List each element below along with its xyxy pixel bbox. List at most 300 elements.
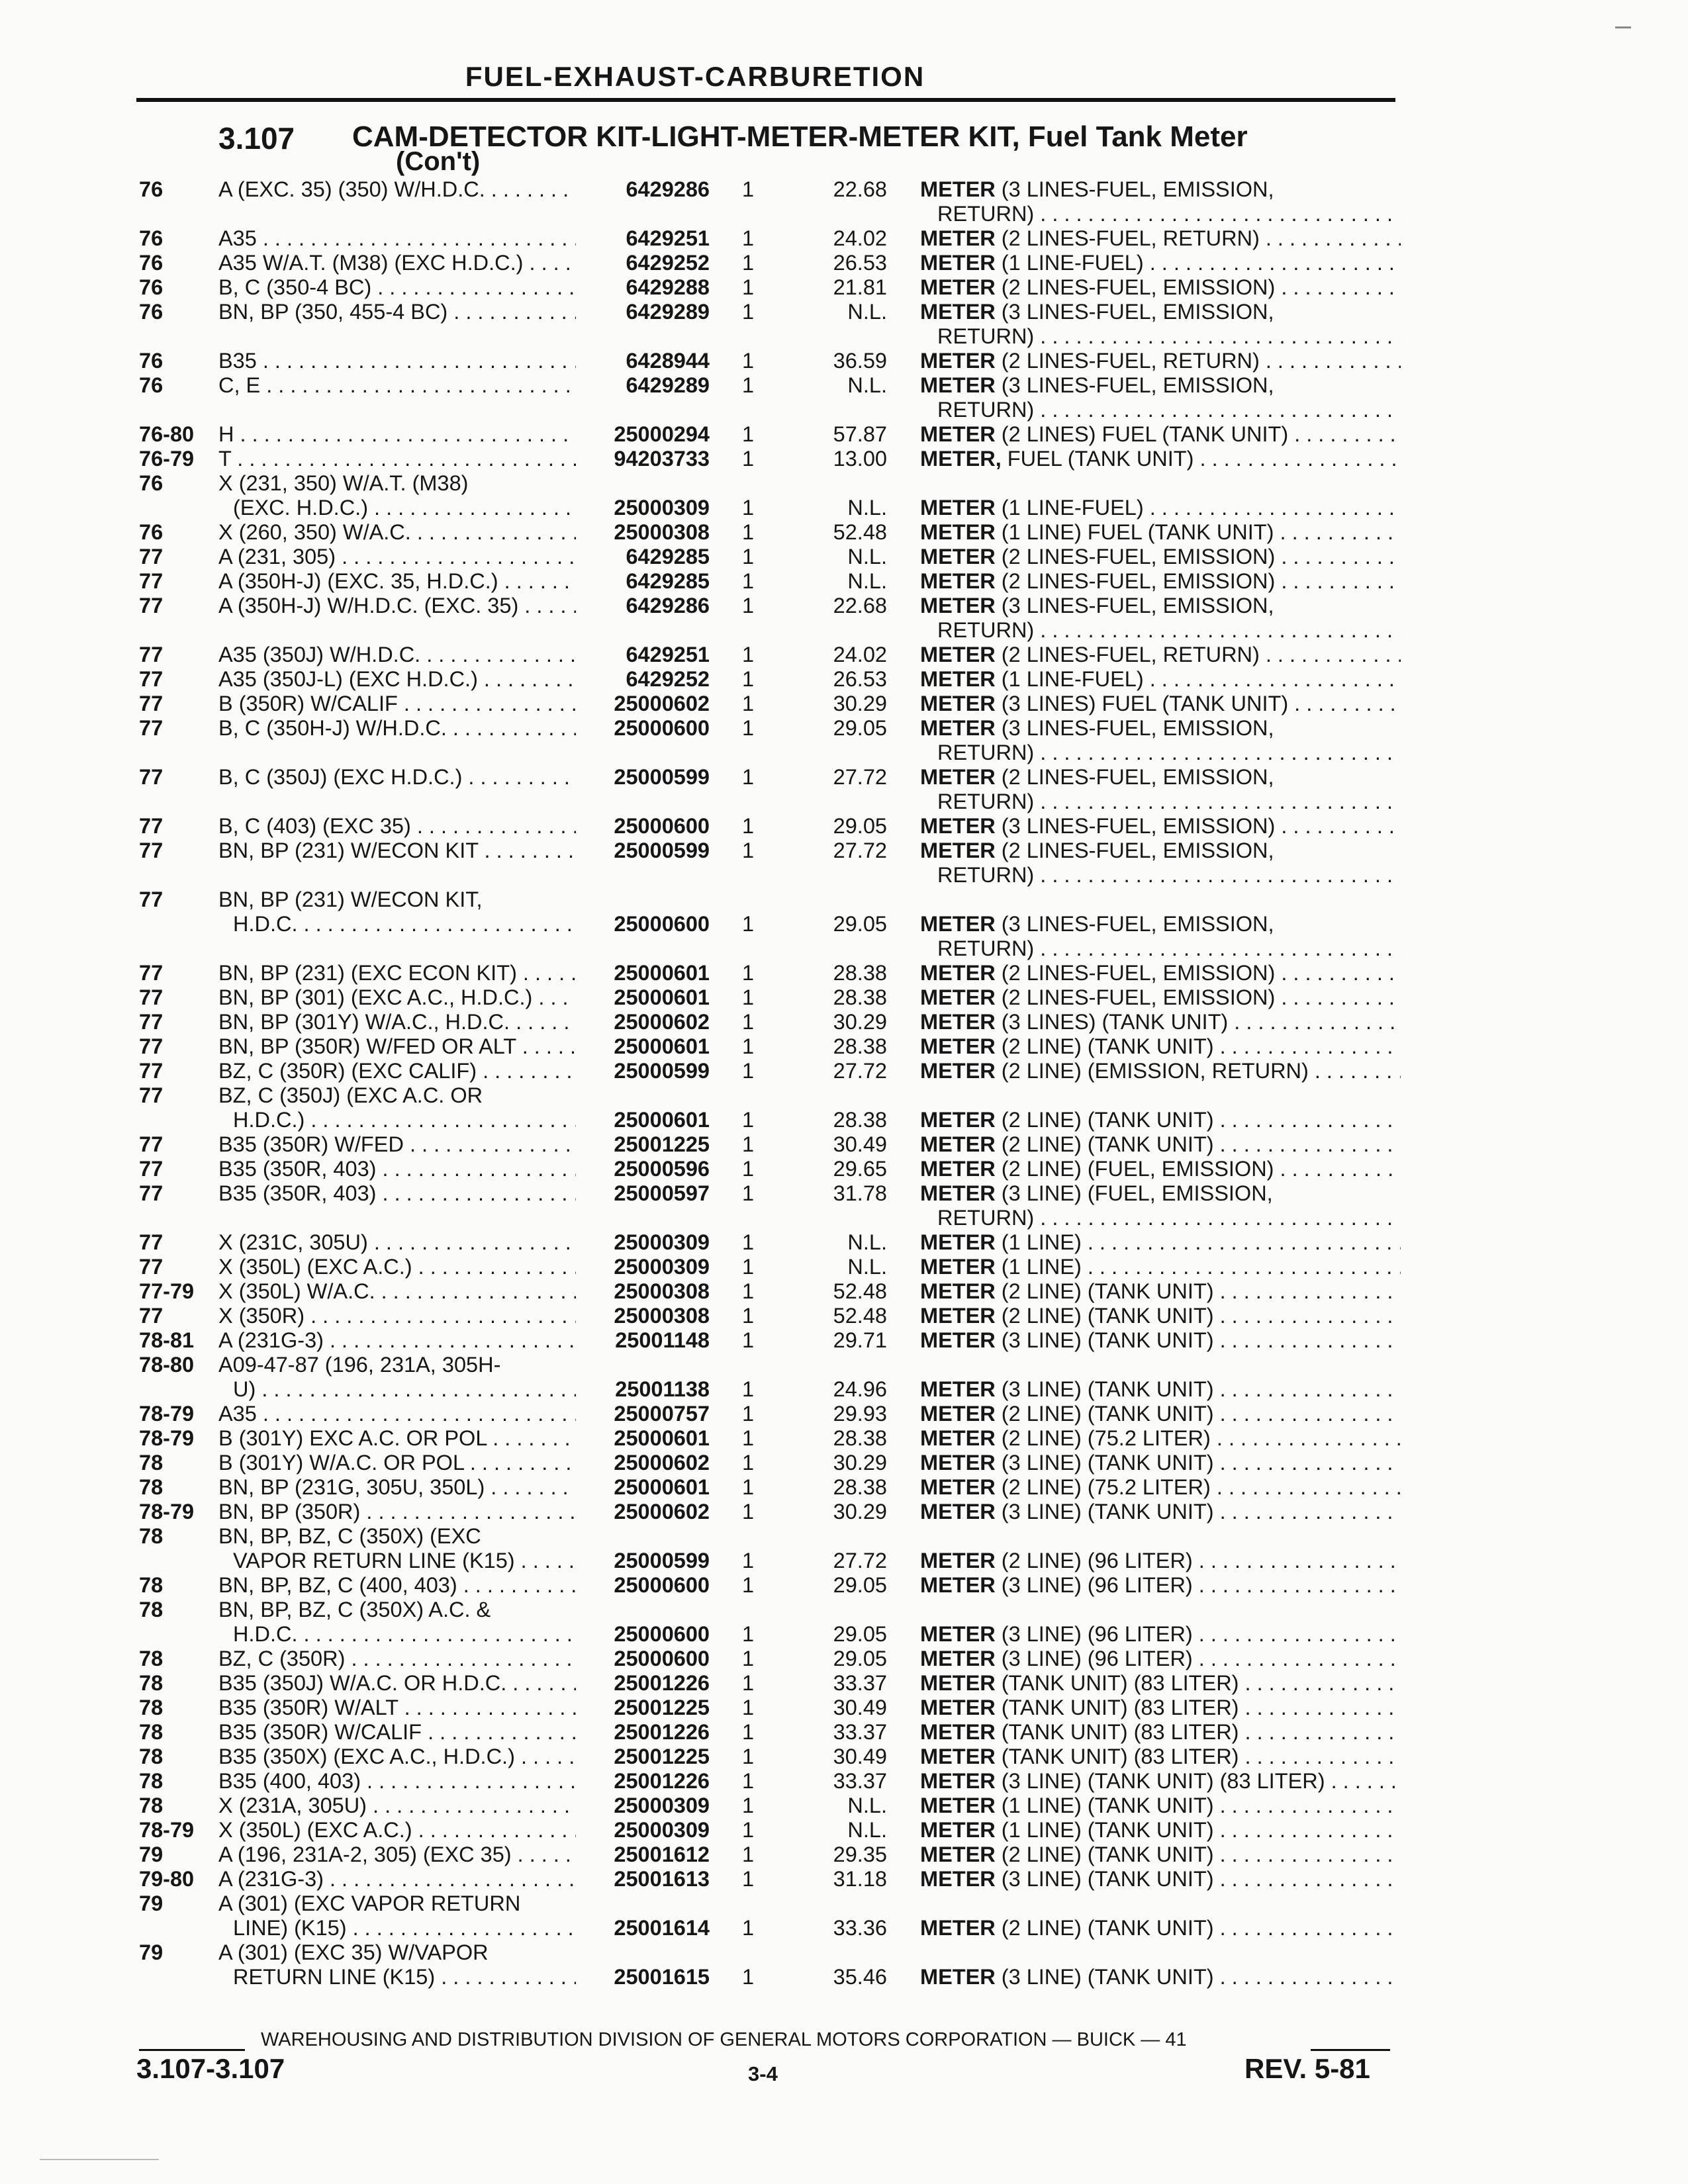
part-number: 25000601 <box>614 1426 710 1450</box>
description-line: METER (3 LINES-FUEL, EMISSION, <box>920 177 1274 201</box>
model-year: 77 <box>139 594 164 617</box>
quantity: 1 <box>741 765 755 789</box>
part-number: 25000600 <box>614 1647 710 1670</box>
description-line: METER (3 LINES-FUEL, EMISSION, <box>920 716 1274 740</box>
table-row <box>0 1843 1688 1867</box>
quantity: 1 <box>741 1745 755 1768</box>
model-line: B35 (350R) W/FED . . . <box>218 1132 576 1157</box>
model-application <box>218 1500 576 1524</box>
model-application <box>218 667 576 692</box>
price: 29.05 <box>833 716 887 740</box>
description-line: METER (3 LINES-FUEL, EMISSION, <box>920 373 1274 397</box>
description-line: METER (2 LINE) (TANK UNIT) . . . <box>920 1132 1401 1157</box>
table-row <box>0 814 1688 839</box>
model-application <box>218 1328 576 1353</box>
table-row <box>0 1426 1688 1451</box>
model-application <box>218 300 576 324</box>
model-year: 76-79 <box>139 447 195 471</box>
table-row <box>0 1500 1688 1524</box>
table-row <box>0 520 1688 545</box>
description-line: RETURN) . . . <box>920 741 1401 765</box>
part-description <box>920 1622 1401 1647</box>
part-number: 25000600 <box>614 716 710 740</box>
description-line: METER (3 LINES) (TANK UNIT) . . . <box>920 1010 1401 1034</box>
description-line: METER (1 LINE) . . . <box>920 1255 1401 1279</box>
model-line: BZ, C (350R) . . . <box>218 1647 576 1671</box>
model-year: 76 <box>139 520 164 544</box>
model-line: C, E . . . <box>218 373 576 398</box>
part-number: 25000602 <box>614 1500 710 1524</box>
model-application <box>218 985 576 1010</box>
description-line: METER (2 LINE) (96 LITER) . . . <box>920 1549 1401 1573</box>
part-number: 25000600 <box>614 1622 710 1646</box>
part-number: 6428944 <box>626 349 710 373</box>
description-line: METER (1 LINE-FUEL) . . . <box>920 496 1401 520</box>
description-line: METER (2 LINES-FUEL, RETURN) . . . <box>920 226 1401 251</box>
quantity: 1 <box>741 692 755 715</box>
description-line: METER (2 LINE) (EMISSION, RETURN) . . . <box>920 1059 1401 1083</box>
model-application <box>218 520 576 545</box>
model-line: BZ, C (350J) (EXC A.C. OR <box>218 1083 483 1107</box>
model-application <box>218 1598 576 1647</box>
model-line: B35 (350R, 403) . . . <box>218 1181 576 1206</box>
model-line: VAPOR RETURN LINE (K15) . . . <box>218 1549 576 1573</box>
model-line: T . . . <box>218 447 576 471</box>
price: 52.48 <box>833 520 887 544</box>
model-line: X (350L) (EXC A.C.) . . . <box>218 1818 576 1843</box>
quantity: 1 <box>741 1451 755 1475</box>
model-line: A35 . . . <box>218 1402 576 1426</box>
part-description <box>920 1451 1401 1475</box>
part-description <box>920 1108 1401 1132</box>
model-line: X (260, 350) W/A.C. . . . <box>218 520 576 545</box>
model-application <box>218 569 576 594</box>
price: 30.29 <box>833 692 887 715</box>
table-row <box>0 1818 1688 1843</box>
model-year: 78 <box>139 1696 164 1719</box>
description-line: METER (2 LINE) (TANK UNIT) . . . <box>920 1034 1401 1059</box>
table-row <box>0 1647 1688 1671</box>
table-row <box>0 1451 1688 1475</box>
part-number: 25001226 <box>614 1769 710 1793</box>
table-row <box>0 1034 1688 1059</box>
table-row <box>0 1230 1688 1255</box>
part-number: 25000599 <box>614 1549 710 1572</box>
part-description <box>920 643 1401 667</box>
table-row <box>0 251 1688 275</box>
model-year: 79 <box>139 1843 164 1866</box>
model-application <box>218 1426 576 1451</box>
description-line: METER (3 LINE) (96 LITER) . . . <box>920 1573 1401 1598</box>
part-number: 25001615 <box>614 1965 710 1989</box>
model-year: 78 <box>139 1794 164 1817</box>
part-description <box>920 1255 1401 1279</box>
quantity: 1 <box>741 1696 755 1719</box>
part-number: 25000597 <box>614 1181 710 1205</box>
model-line: B35 (350J) W/A.C. OR H.D.C. . . . <box>218 1671 576 1696</box>
model-application <box>218 1818 576 1843</box>
quantity: 1 <box>741 839 755 862</box>
model-year: 77 <box>139 961 164 985</box>
table-row <box>0 177 1688 226</box>
price: N.L. <box>847 545 887 569</box>
price: 28.38 <box>833 961 887 985</box>
table-row <box>0 1696 1688 1720</box>
part-description <box>920 1377 1401 1402</box>
model-year: 78 <box>139 1573 164 1597</box>
model-application <box>218 1647 576 1671</box>
model-line: B35 (350X) (EXC A.C., H.D.C.) . . . <box>218 1745 576 1769</box>
quantity: 1 <box>741 1181 755 1205</box>
quantity: 1 <box>741 545 755 569</box>
model-year: 77 <box>139 985 164 1009</box>
quantity: 1 <box>741 1377 755 1401</box>
price: 30.29 <box>833 1500 887 1524</box>
table-row <box>0 1524 1688 1573</box>
part-number: 25000600 <box>614 814 710 838</box>
quantity: 1 <box>741 985 755 1009</box>
description-line: METER (3 LINE) (TANK UNIT) . . . <box>920 1328 1401 1353</box>
price: 28.38 <box>833 985 887 1009</box>
description-line: METER (2 LINE) (TANK UNIT) . . . <box>920 1304 1401 1328</box>
price: 30.29 <box>833 1451 887 1475</box>
model-year: 78 <box>139 1647 164 1670</box>
model-year: 77 <box>139 1181 164 1205</box>
model-application <box>218 1279 576 1304</box>
description-line: METER (2 LINE) (TANK UNIT) . . . <box>920 1916 1401 1940</box>
part-number: 6429286 <box>626 177 710 201</box>
description-line: METER (3 LINES-FUEL, EMISSION, <box>920 300 1274 324</box>
model-year: 79 <box>139 1940 164 1964</box>
model-line: A (301) (EXC 35) W/VAPOR <box>218 1940 489 1964</box>
price: 35.46 <box>833 1965 887 1989</box>
model-year: 77 <box>139 667 164 691</box>
description-line: METER (TANK UNIT) (83 LITER) . . . <box>920 1745 1401 1769</box>
part-number: 25000599 <box>614 765 710 789</box>
price: N.L. <box>847 1794 887 1817</box>
part-number: 25000309 <box>614 1230 710 1254</box>
description-line: METER (3 LINE) (96 LITER) . . . <box>920 1647 1401 1671</box>
description-line: METER (3 LINES-FUEL, EMISSION, <box>920 594 1274 617</box>
model-year: 77 <box>139 1255 164 1279</box>
part-description <box>920 912 1401 961</box>
model-line: A (EXC. 35) (350) W/H.D.C. . . . <box>218 177 576 202</box>
description-line: METER (2 LINE) (TANK UNIT) . . . <box>920 1402 1401 1426</box>
model-line: B (301Y) W/A.C. OR POL . . . <box>218 1451 576 1475</box>
model-year: 77-79 <box>139 1279 195 1303</box>
part-number: 6429251 <box>626 226 710 250</box>
quantity: 1 <box>741 1549 755 1572</box>
table-row <box>0 1475 1688 1500</box>
part-description <box>920 1696 1401 1720</box>
price: 30.49 <box>833 1132 887 1156</box>
model-line: BN, BP (231) W/ECON KIT . . . <box>218 839 576 863</box>
model-application <box>218 1083 576 1132</box>
quantity: 1 <box>741 275 755 299</box>
part-number: 25000600 <box>614 1573 710 1597</box>
description-line: METER (3 LINE) (96 LITER) . . . <box>920 1622 1401 1647</box>
quantity: 1 <box>741 447 755 471</box>
price: 24.02 <box>833 226 887 250</box>
page-header: FUEL-EXHAUST-CARBURETION <box>465 61 925 92</box>
model-application <box>218 1230 576 1255</box>
model-application <box>218 887 576 936</box>
quantity: 1 <box>741 1255 755 1279</box>
table-row <box>0 226 1688 251</box>
model-application <box>218 1157 576 1181</box>
part-number: 25000757 <box>614 1402 710 1426</box>
quantity: 1 <box>741 961 755 985</box>
part-number: 6429286 <box>626 594 710 617</box>
model-application <box>218 1573 576 1598</box>
description-line: METER (3 LINE) (TANK UNIT) . . . <box>920 1867 1401 1891</box>
model-application <box>218 373 576 398</box>
part-number: 6429285 <box>626 545 710 569</box>
footer-division: WAREHOUSING AND DISTRIBUTION DIVISION OF GENERAL MOTORS CORPORATION — BUICK — 41 <box>261 2029 1187 2050</box>
model-line: B, C (350-4 BC) . . . <box>218 275 576 300</box>
quantity: 1 <box>741 496 755 520</box>
table-row <box>0 692 1688 716</box>
table-row <box>0 422 1688 447</box>
model-application <box>218 1671 576 1696</box>
model-year: 77 <box>139 1083 164 1107</box>
model-year: 77 <box>139 692 164 715</box>
part-number: 25000602 <box>614 1010 710 1034</box>
part-description <box>920 985 1401 1010</box>
part-description <box>920 300 1401 349</box>
quantity: 1 <box>741 1965 755 1989</box>
part-description <box>920 1671 1401 1696</box>
footer-rule-right <box>1311 2049 1390 2051</box>
model-application <box>218 1696 576 1720</box>
model-application <box>218 251 576 275</box>
model-application <box>218 275 576 300</box>
part-number: 6429285 <box>626 569 710 593</box>
description-line: METER (2 LINES-FUEL, EMISSION, <box>920 765 1274 789</box>
model-line: BN, BP (350R) W/FED OR ALT . . . <box>218 1034 576 1059</box>
model-line: BN, BP (301) (EXC A.C., H.D.C.) . . . <box>218 985 576 1010</box>
model-year: 78-79 <box>139 1402 195 1426</box>
part-number: 6429252 <box>626 251 710 275</box>
quantity: 1 <box>741 1034 755 1058</box>
table-row <box>0 1402 1688 1426</box>
part-description <box>920 520 1401 545</box>
price: N.L. <box>847 496 887 520</box>
model-application <box>218 177 576 202</box>
description-line: METER (2 LINES-FUEL, EMISSION) . . . <box>920 275 1401 300</box>
part-number: 25000601 <box>614 1475 710 1499</box>
quantity: 1 <box>741 1010 755 1034</box>
description-line: METER (3 LINE) (FUEL, EMISSION, <box>920 1181 1273 1205</box>
description-line: METER (2 LINES-FUEL, EMISSION) . . . <box>920 985 1401 1010</box>
model-year: 78 <box>139 1475 164 1499</box>
model-year: 77 <box>139 1230 164 1254</box>
quantity: 1 <box>741 1573 755 1597</box>
price: 21.81 <box>833 275 887 299</box>
price: 22.68 <box>833 594 887 617</box>
part-description <box>920 961 1401 985</box>
price: 52.48 <box>833 1304 887 1328</box>
price: 57.87 <box>833 422 887 446</box>
model-line: B, C (350J) (EXC H.D.C.) . . . <box>218 765 576 790</box>
part-description <box>920 1745 1401 1769</box>
quantity: 1 <box>741 422 755 446</box>
quantity: 1 <box>741 349 755 373</box>
price: 30.49 <box>833 1696 887 1719</box>
model-line: X (231C, 305U) . . . <box>218 1230 576 1255</box>
quantity: 1 <box>741 1671 755 1695</box>
part-number: 25001226 <box>614 1720 710 1744</box>
model-year: 76 <box>139 226 164 250</box>
model-line: B35 (350R, 403) . . . <box>218 1157 576 1181</box>
price: N.L. <box>847 1230 887 1254</box>
model-year: 78 <box>139 1598 164 1621</box>
part-description <box>920 1769 1401 1794</box>
price: 33.37 <box>833 1671 887 1695</box>
model-application <box>218 1891 576 1940</box>
model-line: A09-47-87 (196, 231A, 305H- <box>218 1353 501 1377</box>
model-line: X (350L) (EXC A.C.) . . . <box>218 1255 576 1279</box>
model-application <box>218 1794 576 1818</box>
quantity: 1 <box>741 520 755 544</box>
description-line: RETURN) . . . <box>920 324 1401 349</box>
model-application <box>218 1745 576 1769</box>
table-row <box>0 643 1688 667</box>
quantity: 1 <box>741 177 755 201</box>
quantity: 1 <box>741 226 755 250</box>
part-description <box>920 1647 1401 1671</box>
model-year: 76 <box>139 349 164 373</box>
table-row <box>0 1745 1688 1769</box>
part-number: 25001148 <box>615 1328 710 1352</box>
table-row <box>0 667 1688 692</box>
part-description <box>920 373 1401 422</box>
part-description <box>920 667 1401 692</box>
description-line: METER (1 LINE) FUEL (TANK UNIT) . . . <box>920 520 1401 545</box>
footer-rule-left <box>139 2049 245 2051</box>
quantity: 1 <box>741 643 755 666</box>
part-number: 25000601 <box>614 985 710 1009</box>
price: 33.36 <box>833 1916 887 1940</box>
quantity: 1 <box>741 1622 755 1646</box>
description-line: METER (TANK UNIT) (83 LITER) . . . <box>920 1671 1401 1696</box>
model-line: A35 (350J) W/H.D.C. . . . <box>218 643 576 667</box>
quantity: 1 <box>741 1818 755 1842</box>
quantity: 1 <box>741 1843 755 1866</box>
quantity: 1 <box>741 1402 755 1426</box>
part-number: 25001613 <box>614 1867 710 1891</box>
table-row <box>0 985 1688 1010</box>
model-line: BZ, C (350R) (EXC CALIF) . . . <box>218 1059 576 1083</box>
model-application <box>218 471 576 520</box>
quantity: 1 <box>741 1059 755 1083</box>
table-row <box>0 961 1688 985</box>
model-year: 76 <box>139 373 164 397</box>
part-number: 25001614 <box>614 1916 710 1940</box>
model-line: RETURN LINE (K15) . . . <box>218 1965 576 1989</box>
model-application <box>218 594 576 618</box>
description-line: METER (2 LINE) (TANK UNIT) . . . <box>920 1108 1401 1132</box>
price: 24.96 <box>833 1377 887 1401</box>
model-line: X (231, 350) W/A.T. (M38) <box>218 471 469 495</box>
part-description <box>920 839 1401 887</box>
model-application <box>218 1475 576 1500</box>
table-row <box>0 569 1688 594</box>
part-number: 25000600 <box>614 912 710 936</box>
price: 22.68 <box>833 177 887 201</box>
table-row <box>0 1059 1688 1083</box>
part-number: 6429252 <box>626 667 710 691</box>
model-application <box>218 1010 576 1034</box>
model-year: 76 <box>139 177 164 201</box>
model-year: 76 <box>139 251 164 275</box>
model-line: BN, BP (231) (EXC ECON KIT) . . . <box>218 961 576 985</box>
part-description <box>920 422 1401 447</box>
model-year: 78-81 <box>139 1328 195 1352</box>
table-row <box>0 1940 1688 1989</box>
table-row <box>0 1010 1688 1034</box>
model-line: BN, BP (231G, 305U, 350L) . . . <box>218 1475 576 1500</box>
model-line: (EXC. H.D.C.) . . . <box>218 496 576 520</box>
table-row <box>0 1573 1688 1598</box>
part-description <box>920 1304 1401 1328</box>
price: 29.05 <box>833 1647 887 1670</box>
part-number: 25000309 <box>614 1818 710 1842</box>
description-line: METER (2 LINES-FUEL, RETURN) . . . <box>920 643 1401 667</box>
scan-mark <box>1615 26 1631 28</box>
model-line: H . . . <box>218 422 576 447</box>
model-line: A (231G-3) . . . <box>218 1867 576 1891</box>
part-description <box>920 1720 1401 1745</box>
model-line: H.D.C. . . . <box>218 1622 576 1647</box>
description-line: METER (3 LINE) (TANK UNIT) . . . <box>920 1377 1401 1402</box>
model-line: B (301Y) EXC A.C. OR POL . . . <box>218 1426 576 1451</box>
model-year: 77 <box>139 1034 164 1058</box>
description-line: METER (3 LINE) (TANK UNIT) (83 LITER) . . . <box>920 1769 1401 1794</box>
table-row <box>0 594 1688 643</box>
part-number: 6429251 <box>626 643 710 666</box>
table-row <box>0 447 1688 471</box>
table-row <box>0 716 1688 765</box>
table-row <box>0 1279 1688 1304</box>
part-description <box>920 814 1401 839</box>
description-line: METER (2 LINES-FUEL, EMISSION) . . . <box>920 569 1401 594</box>
table-row <box>0 887 1688 960</box>
table-row <box>0 1891 1688 1940</box>
description-line: METER (2 LINES-FUEL, EMISSION, <box>920 839 1274 862</box>
model-year: 77 <box>139 1157 164 1181</box>
model-application <box>218 545 576 569</box>
part-description <box>920 1843 1401 1867</box>
part-description <box>920 1181 1401 1230</box>
price: 27.72 <box>833 839 887 862</box>
part-description <box>920 1279 1401 1304</box>
model-application <box>218 1132 576 1157</box>
description-line: METER (2 LINES-FUEL, EMISSION) . . . <box>920 545 1401 569</box>
model-year: 77 <box>139 839 164 862</box>
part-description <box>920 1573 1401 1598</box>
quantity: 1 <box>741 569 755 593</box>
part-number: 25000599 <box>614 1059 710 1083</box>
part-number: 6429288 <box>626 275 710 299</box>
description-line: METER (TANK UNIT) (83 LITER) . . . <box>920 1696 1401 1720</box>
price: 29.05 <box>833 814 887 838</box>
model-application <box>218 1524 576 1573</box>
price: N.L. <box>847 1255 887 1279</box>
part-number: 25001225 <box>614 1696 710 1719</box>
part-description <box>920 765 1401 814</box>
price: N.L. <box>847 373 887 397</box>
